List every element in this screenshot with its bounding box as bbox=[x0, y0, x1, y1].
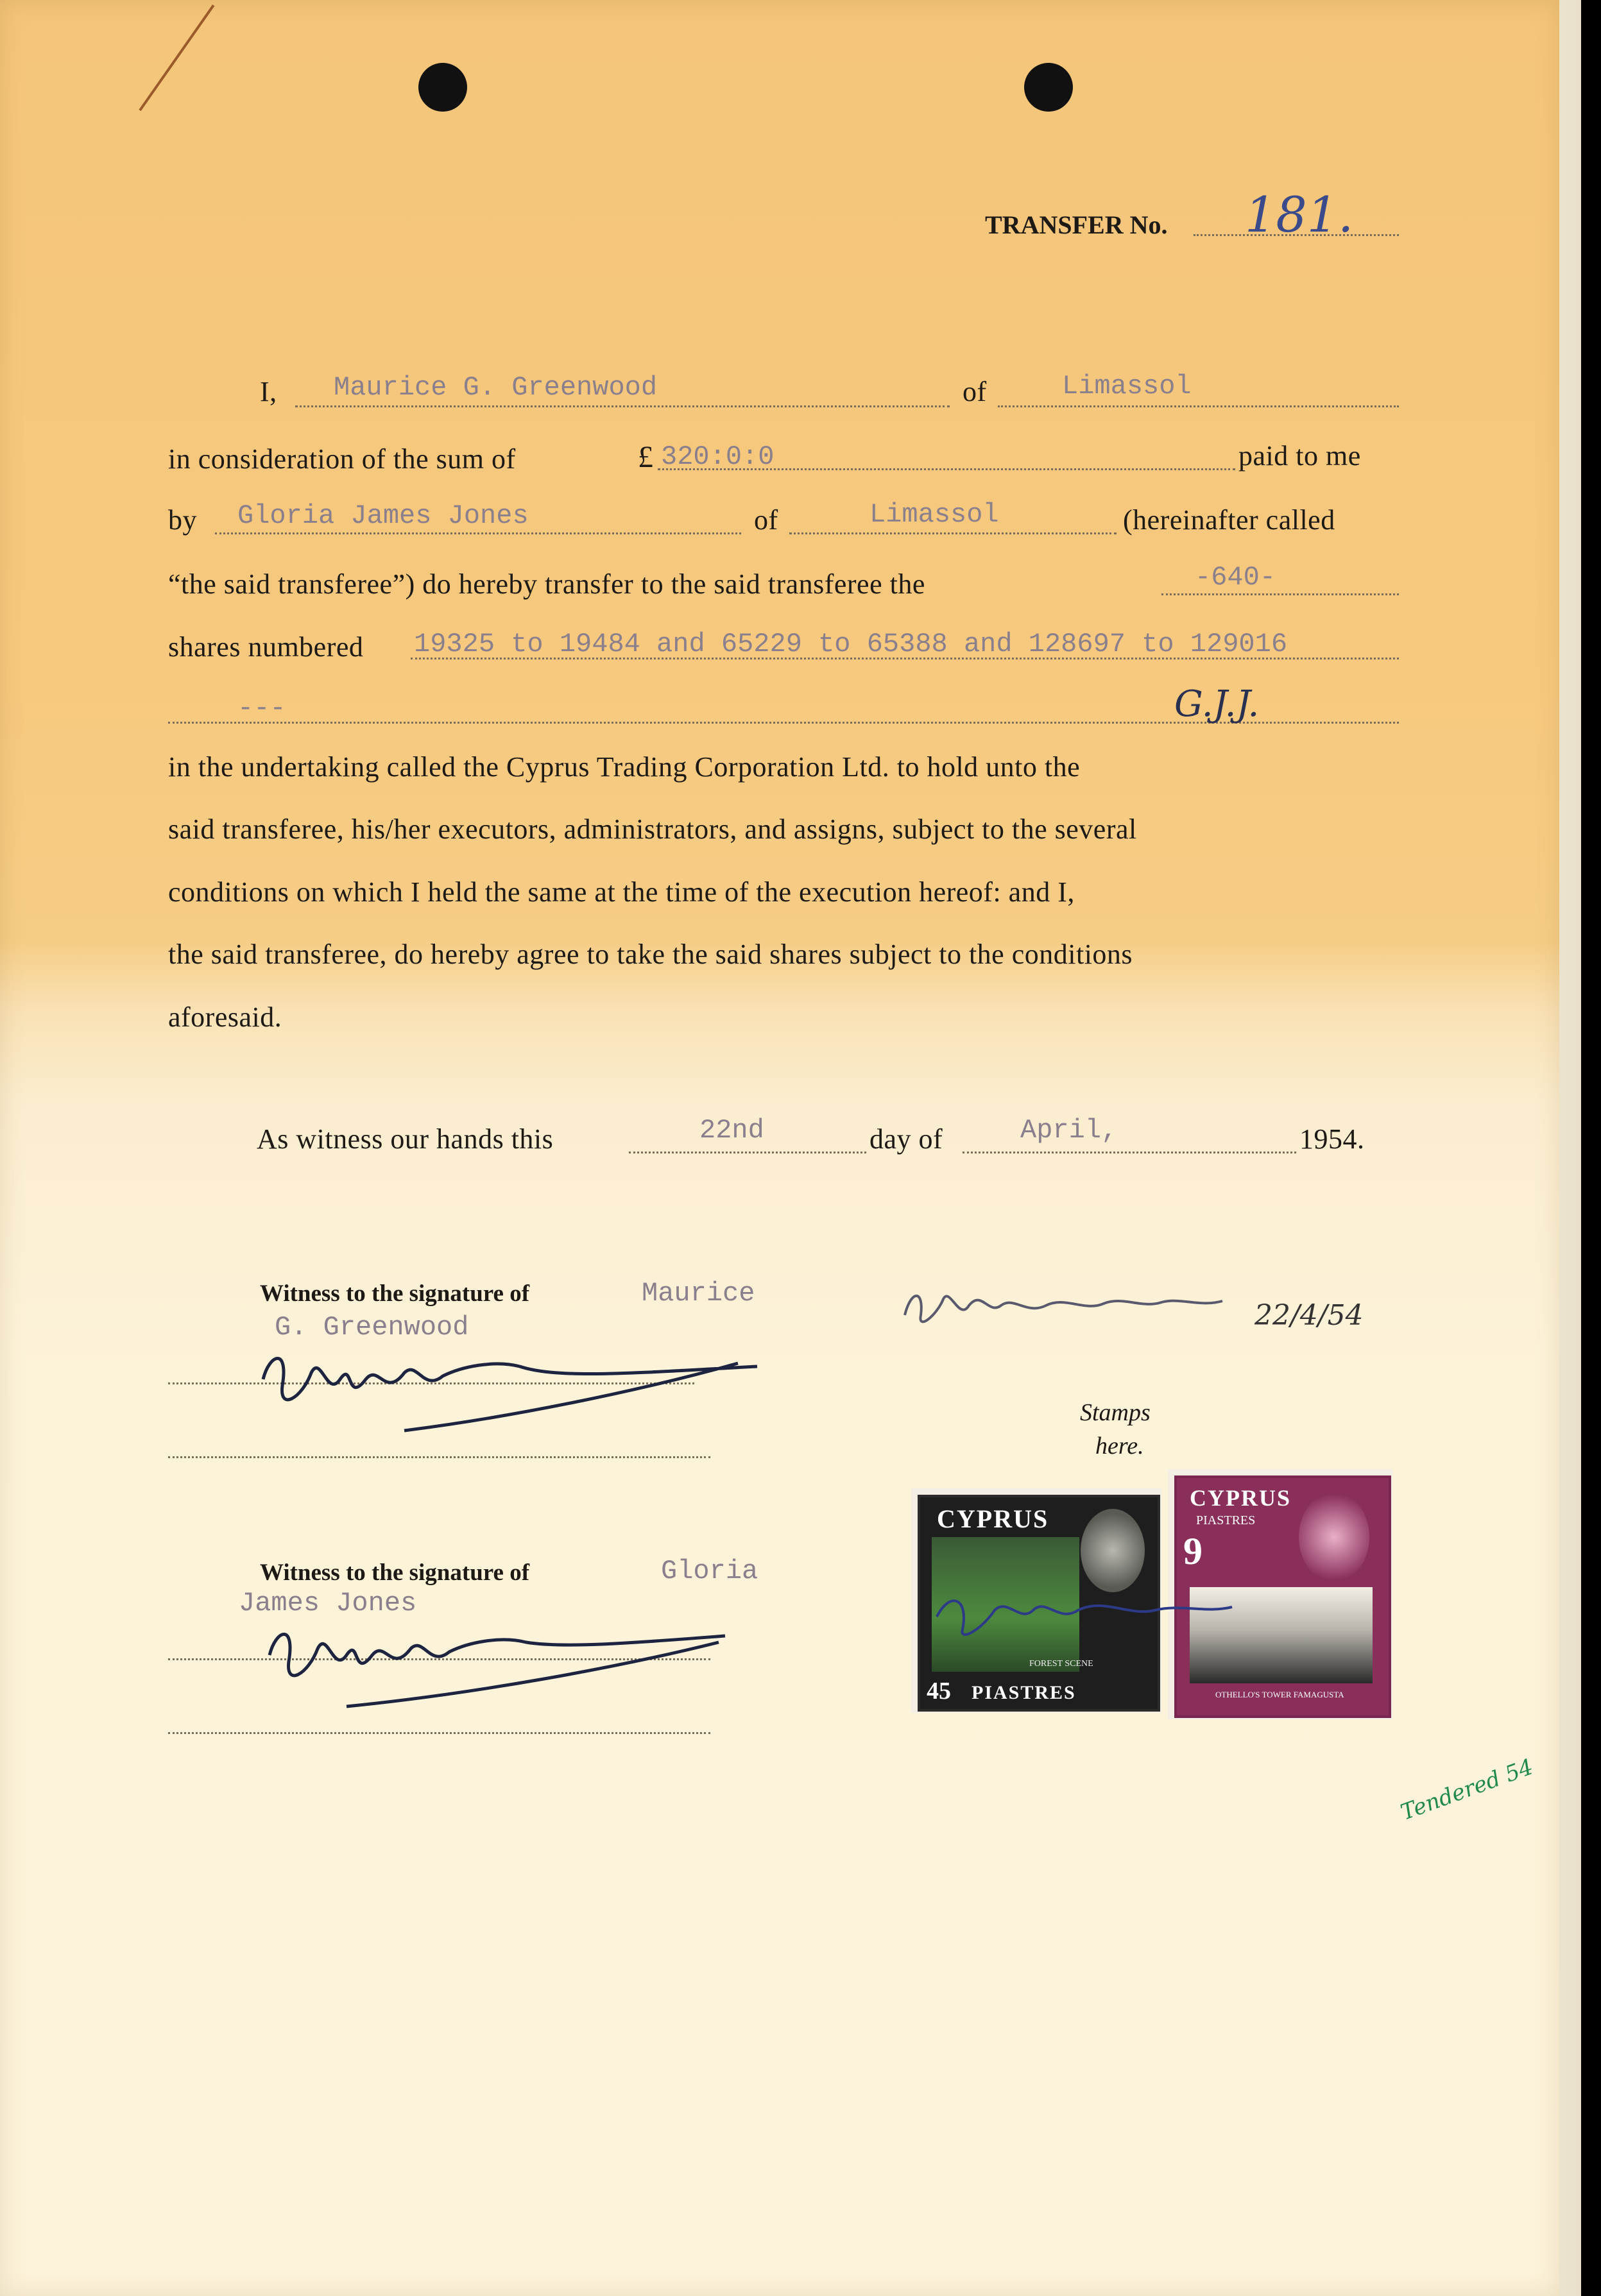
share-count: -640- bbox=[1195, 562, 1276, 593]
stamp2-unit: PIASTRES bbox=[1196, 1513, 1256, 1527]
stamps-caption-a: Stamps bbox=[1080, 1399, 1151, 1426]
transferee-prefix: by bbox=[168, 504, 197, 536]
shares-prefix: shares numbered bbox=[168, 631, 364, 663]
transferor-of: of bbox=[963, 376, 987, 407]
witness1-signature bbox=[250, 1328, 776, 1456]
transferor-name: Maurice G. Greenwood bbox=[334, 372, 658, 403]
witness1-line-2 bbox=[168, 1456, 710, 1458]
consideration-prefix: in consideration of the sum of bbox=[168, 443, 516, 475]
transferee-name: Gloria James Jones bbox=[237, 500, 529, 531]
stamps-caption-b: here. bbox=[1095, 1433, 1144, 1459]
witness1-label: Witness to the signature of bbox=[260, 1280, 530, 1307]
witness-day: 22nd bbox=[699, 1115, 764, 1146]
punch-hole-left bbox=[418, 63, 467, 112]
transferor-signature bbox=[898, 1277, 1232, 1334]
witness-day-line bbox=[629, 1152, 866, 1153]
witness2-line-2 bbox=[168, 1732, 710, 1734]
witness2-label: Witness to the signature of bbox=[260, 1560, 530, 1586]
transfer-clause-line: “the said transferee”) do hereby transfer to the said transferee the bbox=[168, 568, 925, 600]
transferee-town: Limassol bbox=[869, 499, 999, 530]
stamp-cancellation-signature bbox=[924, 1572, 1283, 1662]
transferee-town-line bbox=[789, 532, 1117, 534]
share-count-line bbox=[1161, 593, 1399, 595]
transferee-suffix: (hereinafter called bbox=[1123, 504, 1335, 536]
initials: G.J.J. bbox=[1174, 683, 1260, 725]
transfer-number-label: TRANSFER No. bbox=[985, 210, 1168, 239]
clause-line-1: in the undertaking called the Cyprus Trading Corporation Ltd. to hold unto the bbox=[168, 751, 1081, 783]
witness-month: April, bbox=[1020, 1115, 1118, 1146]
transferor-town: Limassol bbox=[1062, 371, 1192, 402]
transferee-of: of bbox=[754, 504, 778, 536]
witness1-name-a: Maurice bbox=[642, 1278, 755, 1309]
witness2-signature bbox=[257, 1604, 744, 1719]
stamp1-value: 45 bbox=[927, 1678, 951, 1705]
witness-month-line bbox=[963, 1152, 1296, 1153]
witness2-name-a: Gloria bbox=[661, 1556, 758, 1586]
clause-line-3: conditions on which I held the same at the time of the execution hereof: and I, bbox=[168, 876, 1075, 908]
share-numbers: 19325 to 19484 and 65229 to 65388 and 128697 to 129016 bbox=[414, 629, 1288, 659]
stamp1-unit: PIASTRES bbox=[972, 1682, 1076, 1703]
consideration-amount: 320:0:0 bbox=[661, 441, 775, 472]
transferor-name-line bbox=[295, 405, 950, 407]
continuation-dash: --- bbox=[237, 693, 286, 724]
clause-line-2: said transferee, his/her executors, administrators, and assigns, subject to the several bbox=[168, 813, 1137, 845]
stamp2-portrait bbox=[1299, 1492, 1369, 1582]
stamp1-caption: FOREST SCENE bbox=[1029, 1659, 1093, 1669]
stamp1-country: CYPRUS bbox=[937, 1504, 1049, 1533]
stamp2-caption: OTHELLO'S TOWER FAMAGUSTA bbox=[1215, 1690, 1344, 1699]
stamp2-country: CYPRUS bbox=[1190, 1485, 1292, 1511]
margin-note: Tendered 54 bbox=[1397, 1754, 1537, 1826]
consideration-suffix: paid to me bbox=[1238, 440, 1361, 472]
clause-line-4: the said transferee, do hereby agree to take the said shares subject to the conditions bbox=[168, 939, 1133, 970]
witness-date-prefix: As witness our hands this bbox=[257, 1123, 554, 1155]
witness-year: 1954. bbox=[1299, 1123, 1365, 1155]
transferee-name-line bbox=[215, 532, 741, 534]
transfer-number: 181. bbox=[1245, 186, 1354, 243]
witness-day-label: day of bbox=[869, 1123, 943, 1155]
signature-date: 22/4/54 bbox=[1254, 1299, 1364, 1332]
transferor-prefix: I, bbox=[260, 376, 277, 407]
stamp2-value: 9 bbox=[1183, 1530, 1203, 1572]
currency-symbol: £ bbox=[638, 440, 654, 474]
transferor-town-line bbox=[998, 405, 1399, 407]
punch-hole-right bbox=[1024, 63, 1073, 112]
witness2-name-b: James Jones bbox=[239, 1588, 417, 1619]
clause-line-5: aforesaid. bbox=[168, 1001, 282, 1033]
pencil-mark bbox=[139, 4, 214, 111]
witness1-name-b: G. Greenwood bbox=[275, 1312, 469, 1343]
